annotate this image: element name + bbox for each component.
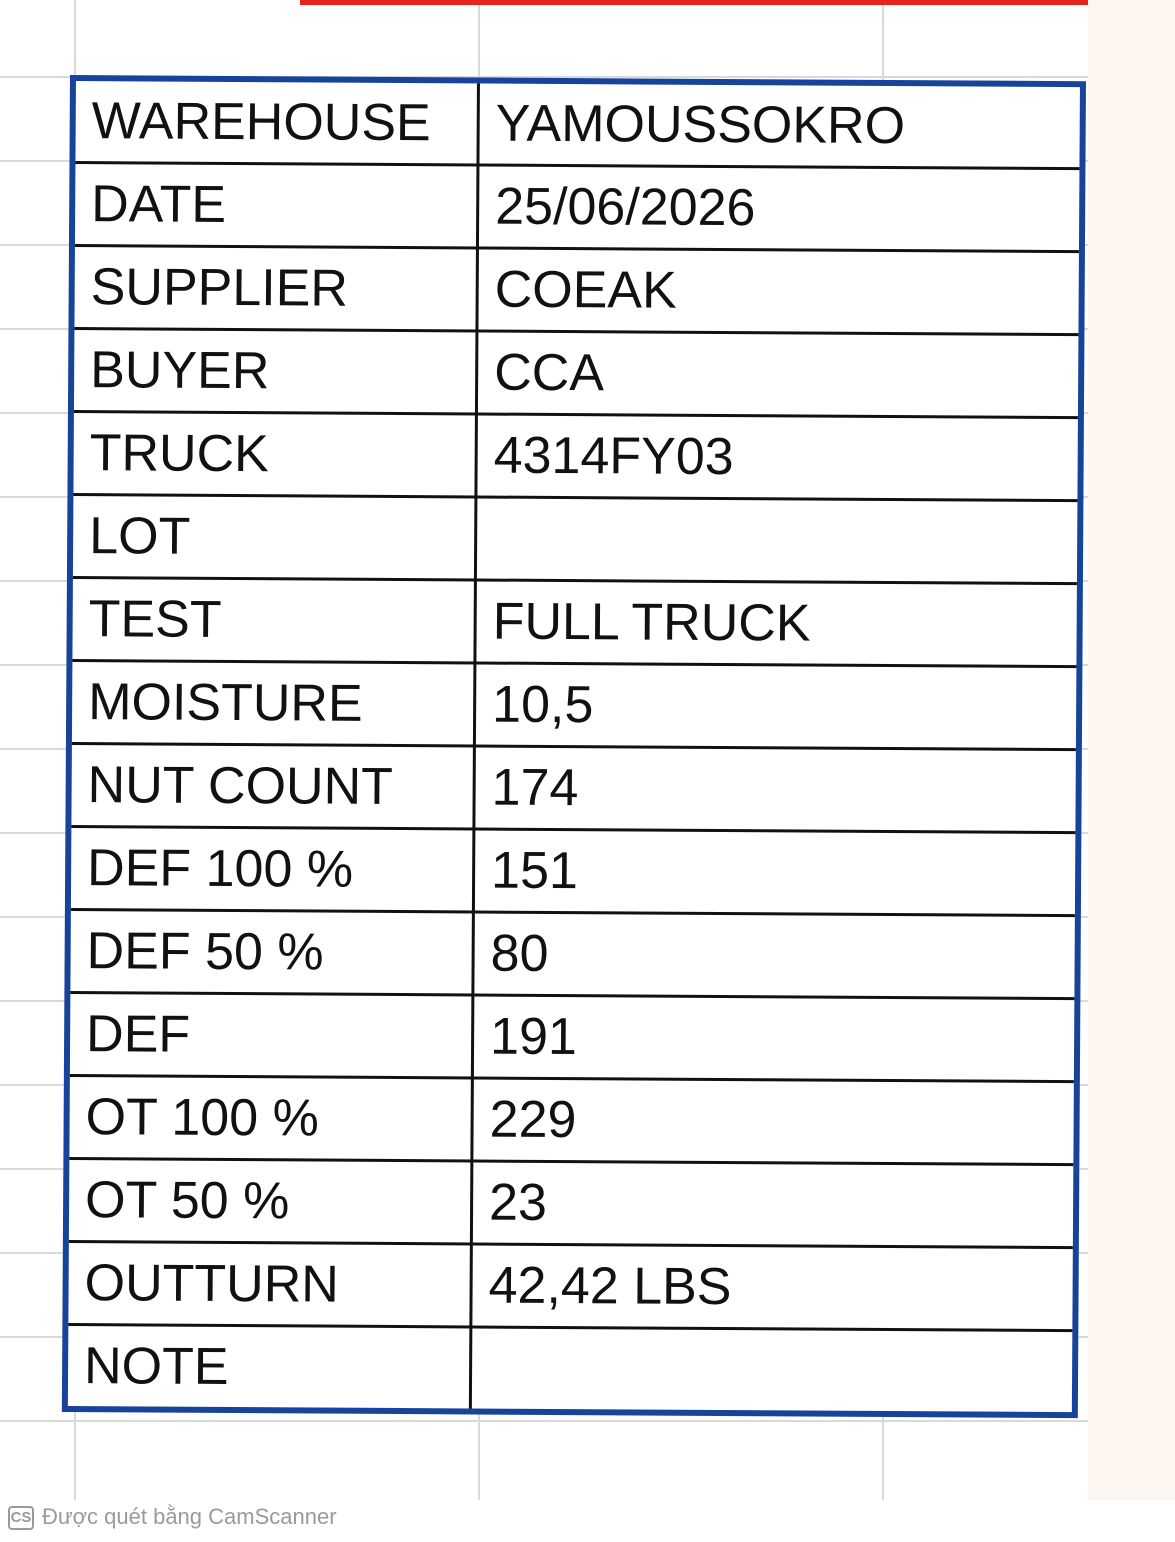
row-label: DEF 50 %: [70, 910, 473, 995]
row-value: 80: [473, 912, 1075, 999]
row-label: WAREHOUSE: [75, 81, 478, 165]
row-label: DATE: [75, 163, 478, 248]
row-label: LOT: [73, 495, 476, 580]
row-label: DEF: [70, 993, 473, 1078]
row-value: FULL TRUCK: [475, 580, 1077, 667]
row-value: [470, 1327, 1072, 1412]
quality-report-table: [62, 75, 1086, 1418]
row-label: MOISTURE: [72, 661, 475, 746]
row-value: 10,5: [474, 663, 1076, 750]
table-row-supplier: [74, 246, 1078, 335]
row-value: 174: [474, 746, 1076, 833]
table-row-truck: [73, 412, 1077, 501]
row-value: YAMOUSSOKRO: [478, 83, 1080, 168]
row-value: 25/06/2026: [477, 165, 1079, 252]
table-row-buyer: [74, 329, 1078, 418]
row-value: 23: [471, 1161, 1073, 1248]
row-label: TEST: [72, 578, 475, 663]
row-value: 191: [472, 995, 1074, 1082]
row-value: CCA: [476, 331, 1078, 418]
table-row-def-50: [70, 910, 1074, 999]
camscanner-logo-icon: CS: [8, 1506, 34, 1530]
row-value: 4314FY03: [476, 414, 1078, 501]
row-label: BUYER: [74, 329, 477, 414]
table-row-note: [68, 1325, 1072, 1413]
table-row-moisture: [72, 661, 1076, 750]
report-table: [68, 81, 1080, 1412]
table-row-ot-50: [69, 1159, 1073, 1248]
page-margin: [1088, 0, 1175, 1500]
table-row-lot: [73, 495, 1077, 584]
row-value: 229: [472, 1078, 1074, 1165]
table-row-date: [75, 163, 1079, 252]
row-label: TRUCK: [73, 412, 476, 497]
row-label: OT 50 %: [69, 1159, 472, 1244]
table-row-test: [72, 578, 1076, 667]
table-row-outturn: [68, 1242, 1072, 1331]
row-label: NOTE: [68, 1325, 471, 1409]
table-row-def-100: [71, 827, 1075, 916]
row-value: COEAK: [477, 248, 1079, 335]
row-value: 42,42 LBS: [471, 1244, 1073, 1331]
table-row-nut-count: [71, 744, 1075, 833]
table-row-ot-100: [69, 1076, 1073, 1165]
row-label: OT 100 %: [69, 1076, 472, 1161]
table-row-def: [70, 993, 1074, 1082]
red-accent-bar: [300, 0, 1088, 5]
row-value: [475, 497, 1077, 584]
row-label: NUT COUNT: [71, 744, 474, 829]
camscanner-watermark: Được quét bằng CamScanner: [42, 1504, 337, 1529]
table-row-warehouse: [75, 81, 1079, 169]
row-label: DEF 100 %: [71, 827, 474, 912]
row-value: 151: [473, 829, 1075, 916]
row-label: OUTTURN: [68, 1242, 471, 1327]
row-label: SUPPLIER: [74, 246, 477, 331]
